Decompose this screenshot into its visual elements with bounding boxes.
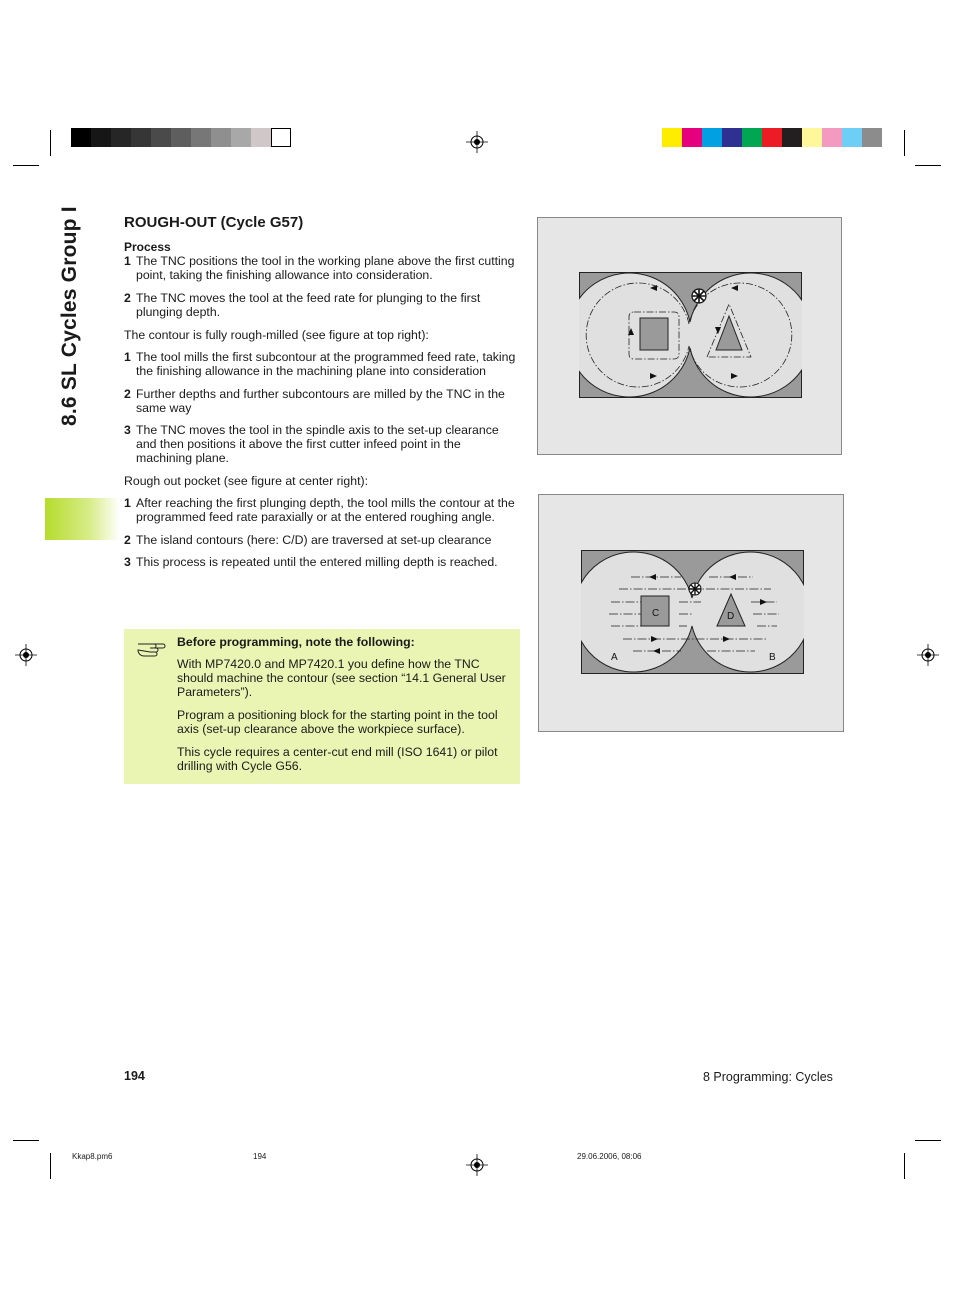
step-number: 2	[124, 386, 131, 401]
note-paragraph: With MP7420.0 and MP7420.1 you define how the TNC should machine the contour (see section “14.1 General User Parameters”).	[177, 657, 506, 699]
calibration-swatch	[191, 128, 211, 147]
island-label-d: D	[727, 611, 735, 622]
section-side-title: 8.6 SL Cycles Group I	[58, 206, 81, 426]
calibration-swatch	[722, 128, 742, 147]
registration-mark-icon	[15, 644, 37, 666]
step-number: 3	[124, 555, 131, 569]
calibration-swatch	[111, 128, 131, 147]
pocket-diagram	[581, 550, 804, 674]
list-item	[124, 350, 520, 378]
calibration-swatch	[71, 128, 91, 147]
list-item	[124, 291, 520, 319]
list-item	[124, 423, 520, 465]
note-paragraph: Program a positioning block for the starting point in the tool axis (set-up clearance above the workpiece surface).	[177, 708, 498, 736]
step-text: Further depths and further subcontours are milled by the TNC in the same way	[136, 386, 505, 415]
process-subheading: Process	[124, 240, 171, 254]
step-text: After reaching the first plunging depth, the tool mills the contour at the programmed feed rate paraxially or at the entered roughing angle.	[136, 496, 515, 524]
body-text	[124, 240, 520, 578]
crop-mark	[915, 1140, 941, 1141]
contour-label-a: A	[611, 652, 618, 663]
step-number: 3	[124, 423, 131, 437]
registration-mark-icon	[917, 644, 939, 666]
section-tab-marker	[45, 498, 120, 540]
list-item	[124, 496, 520, 524]
step-number: 1	[124, 254, 131, 268]
calibration-swatch	[682, 128, 702, 147]
contour-label-b: B	[769, 652, 776, 663]
step-number: 1	[124, 350, 131, 364]
calibration-swatch	[802, 128, 822, 147]
slug-filename: Kkap8.pm6	[72, 1152, 113, 1161]
calibration-swatch	[91, 128, 111, 147]
slug-timestamp: 29.06.2006, 08:06	[577, 1152, 642, 1161]
calibration-swatch	[131, 128, 151, 147]
calibration-swatch	[842, 128, 862, 147]
note-content	[177, 635, 513, 782]
figure-rough-out-pocket	[538, 494, 844, 732]
list-item	[124, 533, 520, 547]
note-title: Before programming, note the following:	[177, 635, 415, 649]
registration-mark-icon	[466, 1154, 488, 1176]
calibration-swatch	[862, 128, 882, 147]
step-number: 2	[124, 532, 131, 547]
calibration-swatch	[762, 128, 782, 147]
slug-page: 194	[253, 1152, 267, 1161]
calibration-swatch	[702, 128, 722, 147]
registration-mark-icon	[466, 131, 488, 153]
step-text: The TNC moves the tool in the spindle axis to the set-up clearance and then positions it above the first cutter infeed point in the machining plane.	[136, 423, 499, 465]
calibration-swatch	[231, 128, 251, 147]
step-text: The island contours (here: C/D) are traversed at set-up clearance	[136, 532, 492, 547]
pocket-intro: Rough out pocket (see figure at center right):	[124, 473, 369, 488]
calibration-swatch	[211, 128, 231, 147]
list-item	[124, 387, 520, 415]
step-text: The TNC positions the tool in the working plane above the first cutting point, taking the finishing allowance into consideration.	[136, 254, 515, 282]
crop-mark	[904, 1153, 905, 1179]
calibration-swatch	[171, 128, 191, 147]
step-number: 2	[124, 291, 131, 305]
calibration-swatch	[662, 128, 682, 147]
crop-mark	[50, 1153, 51, 1179]
crop-mark	[915, 165, 941, 166]
crop-mark	[13, 165, 39, 166]
step-text: The TNC moves the tool at the feed rate for plunging to the first plunging depth.	[136, 291, 481, 319]
figure-contour-rough-milling	[537, 217, 842, 455]
calibration-swatch	[782, 128, 802, 147]
crop-mark	[13, 1140, 39, 1141]
crop-mark	[50, 130, 51, 156]
calibration-swatch	[822, 128, 842, 147]
calibration-swatch	[251, 128, 271, 147]
contour-intro: The contour is fully rough-milled (see figure at top right):	[124, 327, 429, 342]
step-text: This process is repeated until the entered milling depth is reached.	[136, 555, 498, 569]
calibration-swatch	[151, 128, 171, 147]
step-number: 1	[124, 496, 131, 510]
chapter-footer: 8 Programming: Cycles	[703, 1070, 833, 1084]
note-paragraph: This cycle requires a center-cut end mill (ISO 1641) or pilot drilling with Cycle G56.	[177, 745, 498, 773]
crop-mark	[904, 130, 905, 156]
list-item	[124, 254, 520, 282]
step-text: The tool mills the first subcontour at the programmed feed rate, taking the finishing allowance in the machining plane into consideration	[136, 350, 516, 378]
page-heading: ROUGH-OUT (Cycle G57)	[124, 214, 304, 231]
island-label-c: C	[652, 608, 660, 619]
contour-diagram	[579, 272, 802, 398]
list-item	[124, 555, 520, 569]
calibration-swatch	[742, 128, 762, 147]
page-number: 194	[124, 1069, 145, 1083]
pointing-hand-icon	[136, 638, 166, 658]
note-box	[124, 629, 520, 784]
calibration-swatch	[271, 128, 291, 147]
